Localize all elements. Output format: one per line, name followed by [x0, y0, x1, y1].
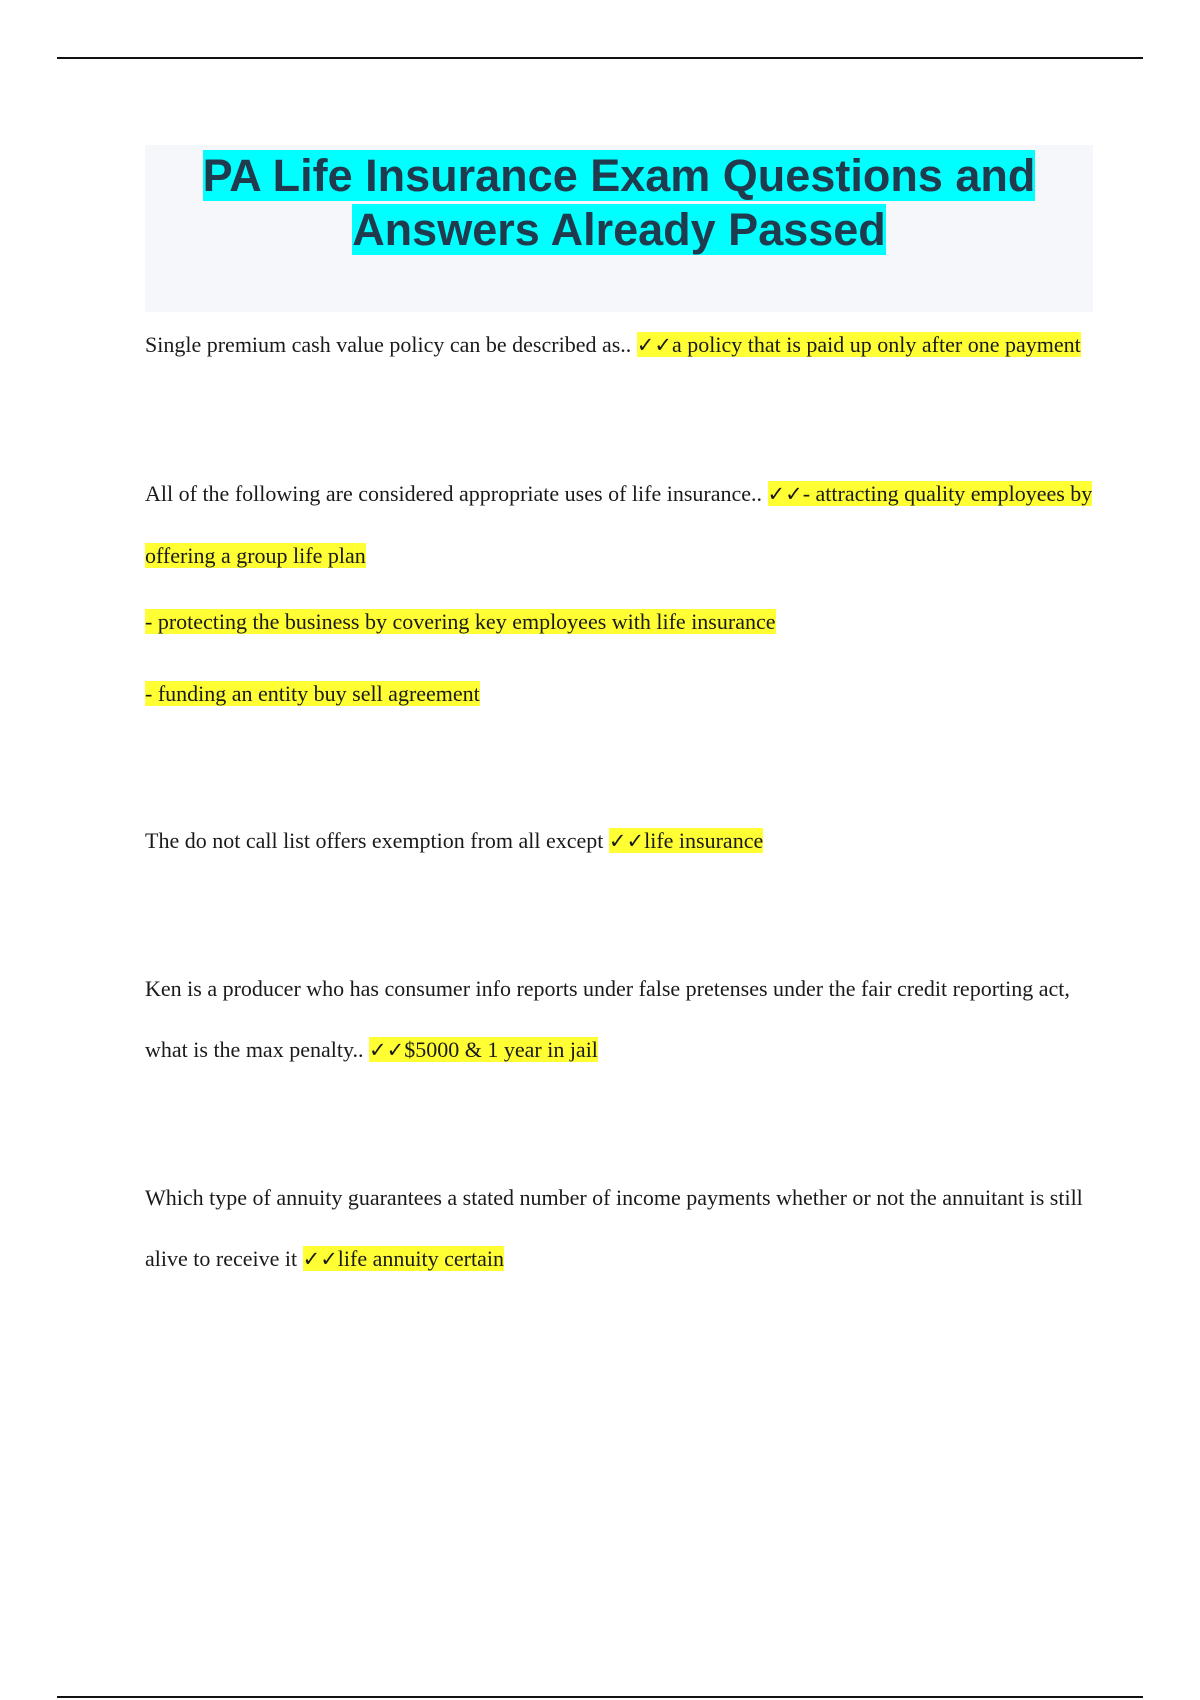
answer-highlight [369, 1037, 598, 1062]
question-text: Single premium cash value policy can be described as.. [145, 332, 637, 357]
check-mark-icon: ✓✓ [767, 482, 803, 506]
answer-text: - attracting quality employees by offering a group life plan [145, 481, 1093, 568]
check-mark-icon: ✓✓ [636, 333, 672, 357]
title-line-1: PA Life Insurance Exam Questions and [202, 150, 1036, 201]
document-page [145, 145, 1093, 1290]
qa-item-2 [145, 463, 1093, 586]
answer-extra-line-1: - protecting the business by covering key employees with life insurance [145, 609, 776, 634]
title-block [145, 145, 1093, 312]
bottom-rule [57, 1696, 1143, 1698]
answer-text: life annuity certain [337, 1246, 504, 1271]
top-rule [57, 57, 1143, 59]
question-text: All of the following are considered appropriate uses of life insurance.. [145, 481, 768, 506]
answer-extra-line-2: - funding an entity buy sell agreement [145, 681, 480, 706]
check-mark-icon: ✓✓ [302, 1247, 338, 1271]
check-mark-icon: ✓✓ [369, 1038, 405, 1062]
document-title [145, 149, 1093, 257]
question-text: Which type of annuity guarantees a stated number of income payments whether or not the annuitant is still alive to receive it [145, 1185, 1083, 1271]
answer-text: life insurance [644, 828, 764, 853]
qa-item-3 [145, 810, 1093, 872]
qa-item-1 [145, 314, 1093, 376]
check-mark-icon: ✓✓ [608, 829, 645, 853]
question-text: Ken is a producer who has consumer info reports under false pretenses under the fair credit reporting act, what is the max penalty.. [145, 976, 1070, 1062]
answer-highlight [303, 1246, 504, 1271]
answer-text: $5000 & 1 year in jail [404, 1037, 598, 1062]
question-text: The do not call list offers exemption from all except [145, 828, 609, 853]
answer-text: a policy that is paid up only after one payment [672, 332, 1081, 357]
answer-highlight [637, 332, 1081, 357]
answer-highlight [609, 828, 763, 853]
qa-item-4 [145, 958, 1093, 1081]
title-line-2: Answers Already Passed [352, 204, 886, 255]
qa-item-5 [145, 1167, 1093, 1290]
